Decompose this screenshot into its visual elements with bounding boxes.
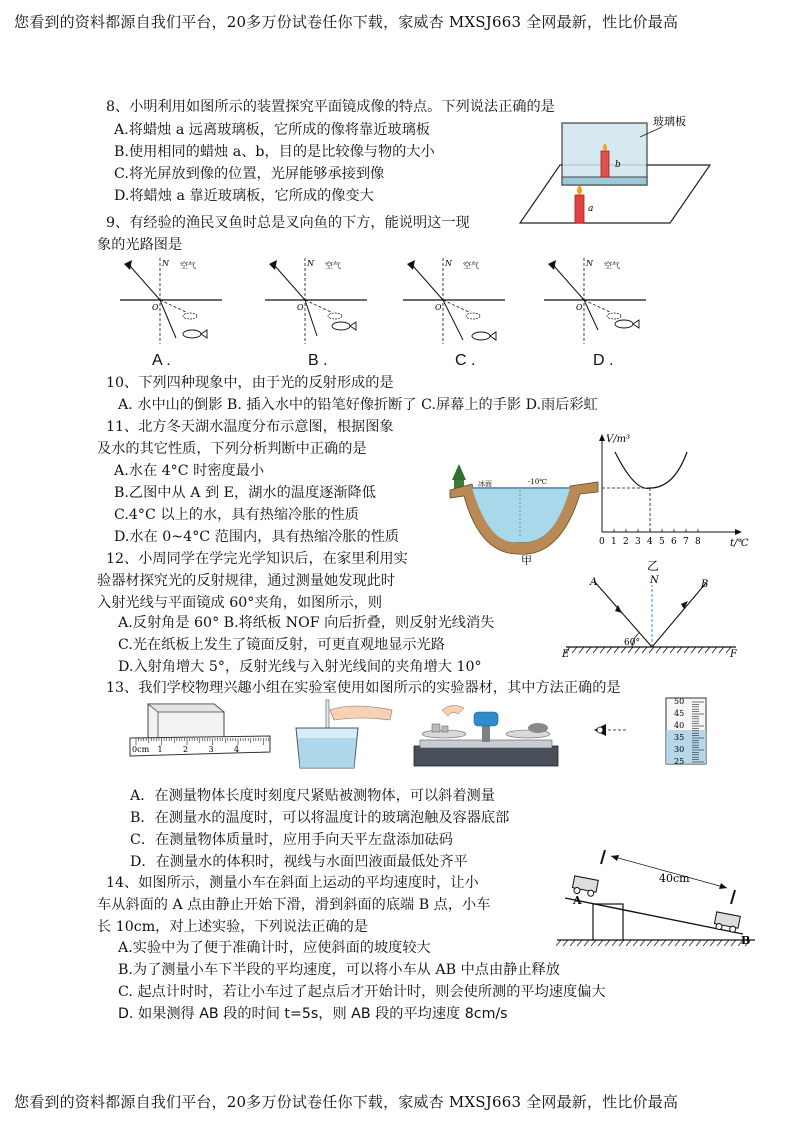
q13-stem: 13、我们学校物理兴趣小组在实验室使用如图所示的实验器材，其中方法正确的是 (106, 680, 621, 696)
q12-label-b: B (701, 579, 709, 590)
q11-tick-label: 7 (683, 537, 689, 547)
q13-ruler-label: 2 (183, 745, 189, 754)
q14-hatch-mark (682, 940, 687, 946)
q14-hatch-mark (570, 940, 575, 946)
q13-cyl-label: 25 (674, 757, 685, 766)
q14-hatch-mark (619, 940, 624, 946)
q12-hatch-mark (691, 647, 696, 653)
q12-option-d: D.入射角增大 5°，反射光线与入射光线间的夹角增大 10° (118, 659, 482, 675)
q14-hatch-mark (717, 940, 722, 946)
q12-label-n: N (650, 575, 659, 586)
q14-hatch-mark (598, 940, 603, 946)
q12-label-e: E (562, 649, 570, 660)
q11-lake-caption: 甲 (521, 554, 532, 567)
q13-cyl-label: 30 (674, 745, 685, 754)
q9-label-n: N (586, 259, 593, 268)
q14-option-d: D. 如果测得 AB 段的时间 t=5s，则 AB 段的平均速度 8cm/s (118, 1006, 508, 1022)
q11-graph-caption: 乙 (647, 559, 660, 573)
q14-hatch-mark (675, 940, 680, 946)
q14-hatch-mark (661, 940, 666, 946)
q14-hatch-mark (577, 940, 582, 946)
q11-lake-figure (450, 462, 600, 570)
q14-hatch-mark (689, 940, 694, 946)
q13-cyl-label: 40 (674, 721, 685, 730)
q14-hatch-mark (731, 940, 736, 946)
q8-label-b: b (615, 160, 621, 170)
q9-label-o: O (297, 303, 304, 312)
q12-hatch-mark (607, 647, 612, 653)
q12-stem-1: 12、小周同学在学完光学知识后，在家里利用实 (106, 551, 408, 567)
q8-plate-label: 玻璃板 (653, 115, 686, 128)
q11-tick-label: 4 (647, 537, 653, 547)
q8-option-b: B.使用相同的蜡烛 a、b，目的是比较像与物的大小 (114, 144, 435, 160)
q12-label-f: F (730, 649, 737, 660)
q14-stem-2: 车从斜面的 A 点由静止开始下滑，滑到斜面的底端 B 点，小车 (97, 897, 491, 913)
q13-ruler-label: 4 (234, 745, 240, 754)
q13-ruler-figure (128, 700, 278, 772)
q12-hatch-mark (572, 647, 577, 653)
q11-air-temp: -10℃ (528, 478, 548, 486)
q12-stem-3: 入射光线与平面镜成 60°夹角，如图所示，则 (97, 595, 383, 611)
q14-hatch-mark (703, 940, 708, 946)
q11-tick-label: 2 (623, 537, 629, 547)
q12-reflection-figure (560, 573, 750, 663)
q12-hatch-mark (698, 647, 703, 653)
q14-option-a: A.实验中为了便于准确计时，应使斜面的坡度较大 (118, 940, 431, 956)
q9-option-d[interactable]: D . (593, 352, 614, 369)
q12-hatch-mark (593, 647, 598, 653)
q12-hatch-mark (656, 647, 661, 653)
q13-option-d: D．在测量水的体积时，视线与水面凹液面最低处齐平 (130, 854, 468, 870)
q13-cyl-label: 45 (674, 709, 685, 718)
q12-hatch-mark (705, 647, 710, 653)
q13-option-c: C．在测量物体质量时，应用手向天平左盘添加砝码 (130, 832, 453, 848)
q8-option-a: A.将蜡烛 a 远离玻璃板，它所成的像将靠近玻璃板 (114, 122, 430, 138)
q14-hatch-mark (584, 940, 589, 946)
q14-option-c: C. 起点计时时，若让小车过了起点后才开始计时，则会使所测的平均速度偏大 (118, 984, 606, 1000)
q12-hatch-mark (663, 647, 668, 653)
q9-label-air: 空气 (180, 261, 196, 270)
q12-option-ab: A.反射角是 60° B.将纸板 NOF 向后折叠，则反射光线消失 (118, 615, 495, 631)
q11-tick-label: 5 (659, 537, 665, 547)
q9-figure-2 (403, 258, 505, 344)
q11-graph-ylabel: V/m³ (606, 434, 631, 445)
q14-hatch-mark (647, 940, 652, 946)
q8-label-a: a (588, 204, 594, 214)
q9-label-n: N (445, 259, 452, 268)
q9-figure-0 (120, 258, 222, 344)
q8-option-d: D.将蜡烛 a 靠近玻璃板，它所成的像变大 (114, 188, 374, 204)
q11-graph-xlabel: t/℃ (730, 538, 749, 549)
q14-label-a: A (573, 894, 582, 907)
q11-option-d: D.水在 0~4°C 范围内，具有热缩冷胀的性质 (114, 529, 400, 545)
q9-label-n: N (307, 259, 314, 268)
q14-hatch-mark (710, 940, 715, 946)
q8-mirror-figure (520, 115, 720, 230)
q14-hatch-mark (605, 940, 610, 946)
q14-hatch-mark (668, 940, 673, 946)
q11-tick-label: 3 (635, 537, 641, 547)
q9-label-air: 空气 (325, 261, 341, 270)
q12-hatch-mark (579, 647, 584, 653)
q11-option-b: B.乙图中从 A 到 E，湖水的温度逐渐降低 (114, 485, 376, 501)
q13-ruler-label: 1 (157, 745, 163, 754)
q11-tick-label: 8 (695, 537, 701, 547)
q12-option-c: C.光在纸板上发生了镜面反射，可更直观地显示光路 (118, 637, 445, 653)
q11-option-a: A.水在 4°C 时密度最小 (114, 463, 265, 479)
q14-hatch-mark (563, 940, 568, 946)
q9-light-path-figures (110, 254, 670, 354)
q11-tick-label: 1 (611, 537, 617, 547)
q9-option-c[interactable]: C . (455, 352, 476, 369)
q9-label-air: 空气 (604, 261, 620, 270)
q14-hatch-mark (591, 940, 596, 946)
q8-stem: 8、小明利用如图所示的装置探究平面镜成像的特点。下列说法正确的是 (106, 99, 555, 115)
q11-volume-graph (590, 430, 760, 575)
q14-option-b: B.为了测量小车下半段的平均速度，可以将小车从 AB 中点由静止释放 (118, 962, 560, 978)
q14-hatch-mark (612, 940, 617, 946)
q13-ruler-label: 3 (208, 745, 214, 754)
q14-label-b: B (741, 934, 751, 947)
q11-stem-2: 及水的其它性质，下列分析判断中正确的是 (97, 441, 367, 457)
q13-ruler-label: 0cm (132, 745, 150, 754)
q14-incline-figure (555, 842, 770, 950)
q12-hatch-mark (684, 647, 689, 653)
q14-hatch-mark (640, 940, 645, 946)
q14-stem-1: 14、如图所示，测量小车在斜面上运动的平均速度时，让小 (106, 875, 479, 891)
q13-option-a: A．在测量物体长度时刻度尺紧贴被测物体，可以斜着测量 (130, 788, 495, 804)
q14-stem-3: 长 10cm，对上述实验，下列说法正确的是 (97, 919, 368, 935)
bottom-banner: 您看到的资料都源自我们平台，20多万份试卷任你下载，家威杏 MXSJ663 全网最新，性比价最高 (14, 1093, 679, 1111)
q9-figure-1 (265, 258, 367, 344)
q12-hatch-mark (586, 647, 591, 653)
q14-hatch-mark (696, 940, 701, 946)
q11-option-c: C.4°C 以上的水，具有热缩冷胀的性质 (114, 507, 359, 523)
q12-hatch-mark (600, 647, 605, 653)
q12-hatch-mark (719, 647, 724, 653)
q11-tick-label: 6 (671, 537, 677, 547)
q10-stem: 10、下列四种现象中，由于光的反射形成的是 (106, 375, 394, 391)
q14-hatch-mark (654, 940, 659, 946)
q11-bank-label: 冰面 (478, 480, 492, 488)
q12-hatch-mark (649, 647, 654, 653)
q11-stem-1: 11、北方冬天湖水温度分布示意图，根据图象 (106, 419, 394, 435)
q12-label-a: A (590, 577, 598, 588)
q9-label-o: O (435, 303, 442, 312)
q14-distance-label: 40cm (659, 872, 690, 885)
q13-thermometer-figure (292, 698, 402, 772)
q8-option-c: C.将光屏放到像的位置，光屏能够承接到像 (114, 166, 385, 182)
q12-hatch-mark (712, 647, 717, 653)
q9-label-o: O (576, 303, 583, 312)
q12-hatch-mark (670, 647, 675, 653)
q13-balance-figure (408, 700, 564, 770)
q9-option-a[interactable]: A . (152, 352, 171, 369)
q13-cyl-label: 50 (674, 697, 685, 706)
q13-option-b: B．在测量水的温度时，可以将温度计的玻璃泡触及容器底部 (130, 810, 510, 826)
q9-stem-1: 9、有经验的渔民叉鱼时总是叉向鱼的下方，能说明这一现 (106, 215, 470, 231)
q14-hatch-mark (633, 940, 638, 946)
q9-label-o: O (152, 303, 159, 312)
q12-hatch-mark (642, 647, 647, 653)
q9-label-air: 空气 (463, 261, 479, 270)
q13-cylinder-figure (588, 694, 718, 766)
q9-label-n: N (162, 259, 169, 268)
q12-hatch-mark (614, 647, 619, 653)
top-banner: 您看到的资料都源自我们平台，20多万份试卷任你下载，家威杏 MXSJ663 全网最新，性比价最高 (14, 13, 679, 31)
q9-option-b[interactable]: B . (308, 352, 328, 369)
q12-stem-2: 验器材探究光的反射规律，通过测量她发现此时 (97, 573, 395, 589)
q9-figure-3 (544, 258, 646, 344)
q12-angle: 60° (624, 638, 640, 648)
q12-hatch-mark (677, 647, 682, 653)
q9-stem-2: 象的光路图是 (97, 237, 183, 253)
q10-options: A. 水中山的倒影 B. 插入水中的铅笔好像折断了 C.屏幕上的手影 D.雨后彩虹 (118, 397, 598, 413)
q11-tick-label: 0 (599, 537, 605, 547)
q14-hatch-mark (556, 940, 561, 946)
q13-cyl-label: 35 (674, 733, 685, 742)
q14-hatch-mark (724, 940, 729, 946)
q14-hatch-mark (626, 940, 631, 946)
